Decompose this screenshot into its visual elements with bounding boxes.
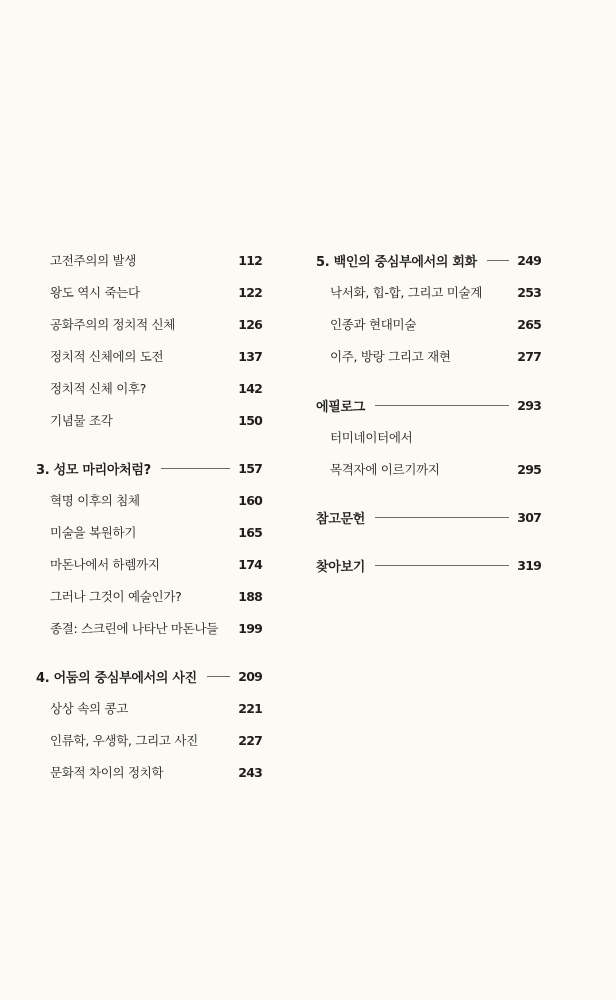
toc-entry-title: 미술을 복원하기 [50, 525, 137, 540]
toc-section-entry [36, 698, 262, 718]
toc-section-entry [36, 730, 262, 750]
toc-entry-title: 낙서화, 힙-합, 그리고 미술계 [330, 285, 483, 300]
toc-section-entry [36, 586, 262, 606]
toc-page-number: 112 [238, 252, 262, 268]
toc-entry-title: 5. 백인의 중심부에서의 회화 [316, 254, 477, 270]
toc-leader-line [375, 517, 509, 518]
toc-entry-title: 상상 속의 콩고 [50, 701, 128, 716]
toc-entry-title: 문화적 차이의 정치학 [50, 765, 164, 780]
toc-page-number: 249 [517, 252, 541, 268]
toc-entry-title: 터미네이터에서 [330, 430, 413, 445]
toc-entry-title: 이주, 방랑 그리고 재현 [330, 349, 451, 364]
toc-entry-title: 3. 성모 마리아처럼? [36, 462, 151, 478]
toc-page-number: 188 [238, 588, 262, 604]
toc-entry-title: 종결: 스크린에 나타난 마돈나들 [50, 621, 219, 636]
toc-entry-title: 혁명 이후의 침체 [50, 493, 140, 508]
toc-entry-title: 참고문헌 [316, 511, 366, 527]
toc-entry-title: 목격자에 이르기까지 [330, 462, 440, 477]
toc-chapter-entry [316, 555, 541, 575]
toc-page-number: 160 [238, 492, 262, 508]
toc-section-entry [36, 314, 262, 334]
toc-leader-line [375, 565, 509, 566]
toc-leader-line [487, 260, 509, 261]
toc-page-number: 221 [238, 700, 262, 716]
toc-page-number: 157 [238, 460, 262, 476]
toc-section-entry [36, 762, 262, 782]
toc-entry-title: 고전주의의 발생 [50, 253, 137, 268]
toc-section-entry [316, 314, 541, 334]
toc-entry-title: 인류학, 우생학, 그리고 사진 [50, 733, 198, 748]
toc-page-number: 277 [517, 348, 541, 364]
toc-section-entry [36, 490, 262, 510]
toc-page-number: 199 [238, 620, 262, 636]
toc-chapter-entry [36, 666, 262, 686]
toc-page-number: 307 [517, 509, 541, 525]
toc-entry-title: 4. 어둠의 중심부에서의 사진 [36, 670, 197, 686]
toc-leader-line [375, 405, 509, 406]
toc-section-entry [36, 554, 262, 574]
toc-section-entry [36, 618, 262, 638]
toc-section-entry [36, 346, 262, 366]
toc-entry-title: 찾아보기 [316, 559, 366, 575]
toc-page-number: 293 [517, 397, 541, 413]
toc-page-number: 209 [238, 668, 262, 684]
toc-section-entry [316, 282, 541, 302]
toc-section-entry [36, 522, 262, 542]
toc-page-number: 295 [517, 461, 541, 477]
toc-page-number: 265 [517, 316, 541, 332]
toc-page-number: 319 [517, 557, 541, 573]
toc-entry-title: 왕도 역시 죽는다 [50, 285, 140, 300]
toc-entry-title: 에필로그 [316, 399, 366, 415]
toc-chapter-entry [36, 458, 262, 478]
toc-page-number: 126 [238, 316, 262, 332]
toc-section-entry [36, 250, 262, 270]
toc-leader-line [161, 468, 230, 469]
toc-section-entry [36, 410, 262, 430]
toc-entry-title: 마돈나에서 하렘까지 [50, 557, 160, 572]
toc-section-entry [316, 459, 541, 479]
toc-entry-title: 그러나 그것이 예술인가? [50, 589, 182, 604]
toc-page-number: 137 [238, 348, 262, 364]
toc-section-entry [36, 282, 262, 302]
toc-page-number: 253 [517, 284, 541, 300]
toc-page-number: 174 [238, 556, 262, 572]
toc-entry-title: 기념물 조각 [50, 413, 113, 428]
toc-page-number: 165 [238, 524, 262, 540]
toc-page-number: 227 [238, 732, 262, 748]
toc-entry-title: 정치적 신체 이후? [50, 381, 147, 396]
toc-page-number: 122 [238, 284, 262, 300]
toc-section-entry [316, 346, 541, 366]
toc-entry-title: 정치적 신체에의 도전 [50, 349, 164, 364]
toc-page-number: 150 [238, 412, 262, 428]
toc-chapter-entry [316, 507, 541, 527]
toc-section-entry [36, 378, 262, 398]
toc-chapter-entry [316, 395, 541, 415]
toc-entry-title: 공화주의의 정치적 신체 [50, 317, 176, 332]
toc-leader-line [207, 676, 230, 677]
toc-entry-title: 인종과 현대미술 [330, 317, 417, 332]
toc-chapter-entry [316, 250, 541, 270]
toc-page-number: 243 [238, 764, 262, 780]
toc-page-number: 142 [238, 380, 262, 396]
toc-section-entry [316, 427, 541, 447]
